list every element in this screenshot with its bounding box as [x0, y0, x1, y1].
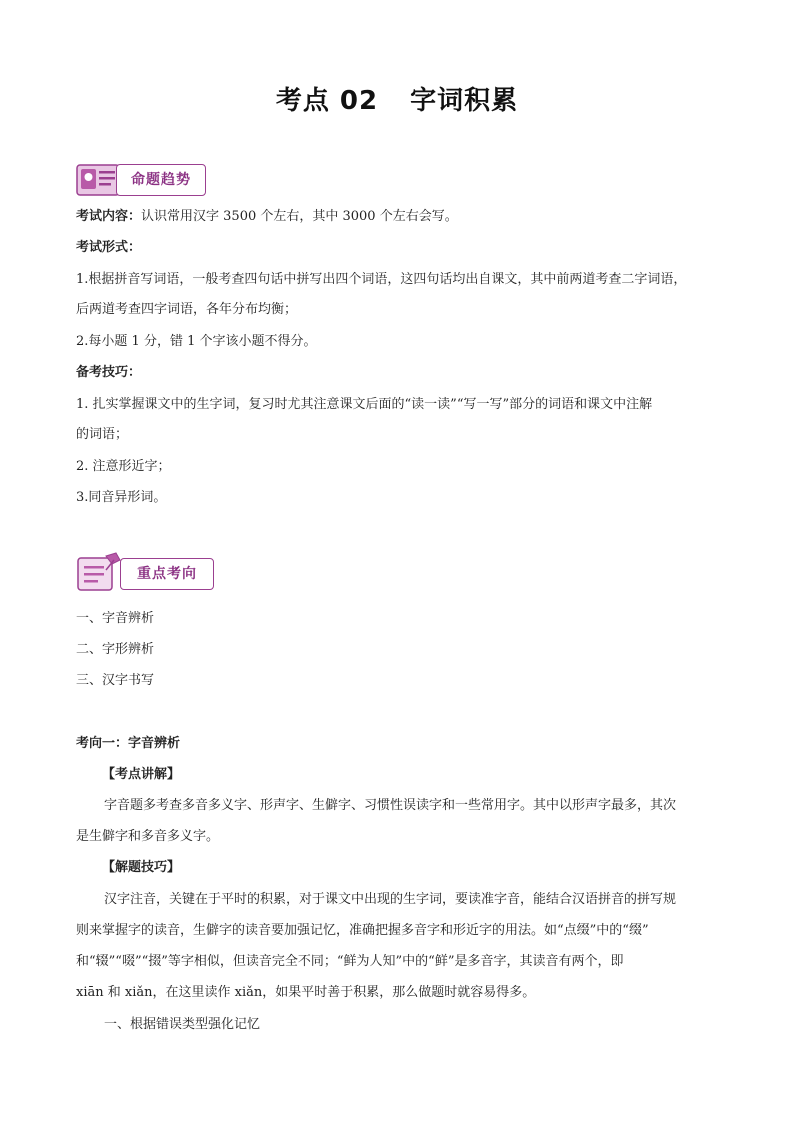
focus-item-1: 一、字音辨析 [76, 611, 155, 626]
section-badge-label: 重点考向 [120, 558, 214, 590]
skill-text-b: 则来掌握字的读音，生僻字的读音要加强记忆，准确把握多音字和形近字的用法。如“点缀”中的“缀” [76, 923, 649, 938]
title-topic: 字词积累 [410, 86, 519, 116]
exam-form-item-1b: 后两道考查四字词语，各年分布均衡； [76, 302, 298, 317]
tip-item-1b: 的词语； [76, 427, 129, 442]
skill-text-c: 和“辍”“啜”“掇”等字相似，但读音完全不同；“鲜为人知”中的“鲜”是多音字，其读音有两个，即 [76, 954, 624, 969]
tip-item-1a: 1. 扎实掌握课文中的生字词，复习时尤其注意课文后面的“读一读”“写一写”部分的词语和课文中注解 [76, 397, 653, 412]
exam-form-item-1a: 1.根据拼音写词语，一般考查四句话中拼写出四个词语，这四句话均出自课文，其中前两道考查二字词语， [76, 272, 687, 287]
exam-form-item-2: 2.每小题 1 分，错 1 个字该小题不得分。 [76, 334, 317, 349]
section-badge-trend [76, 162, 206, 198]
presentation-board-icon [76, 162, 120, 198]
direction-heading: 考向一：字音辨析 [76, 736, 181, 751]
page-title [0, 80, 794, 117]
skill-text-a: 汉字注音，关键在于平时的积累，对于课文中出现的生字词，要读准字音，能结合汉语拼音的拼写规 [104, 892, 677, 907]
tip-item-2: 2. 注意形近字； [76, 459, 171, 474]
skill-label: 【解题技巧】 [102, 860, 181, 875]
title-code: 考点 02 [275, 86, 379, 116]
section-badge-focus [76, 552, 216, 594]
focus-item-3: 三、汉字书写 [76, 673, 155, 688]
subsection-1: 一、根据错误类型强化记忆 [104, 1017, 261, 1032]
notepad-pin-icon [76, 552, 124, 594]
tips-label: 备考技巧： [76, 365, 142, 380]
explain-label: 【考点讲解】 [102, 767, 181, 782]
exam-content: 考试内容：认识常用汉字 3500 个左右，其中 3000 个左右会写。 [76, 209, 458, 224]
tip-item-3: 3.同音异形词。 [76, 490, 167, 505]
section-badge-label: 命题趋势 [116, 164, 206, 196]
explain-text-b: 是生僻字和多音多义字。 [76, 829, 220, 844]
focus-item-2: 二、字形辨析 [76, 642, 155, 657]
skill-text-d: xiān 和 xiǎn，在这里读作 xiǎn，如果平时善于积累，那么做题时就容易得多。 [76, 985, 536, 1000]
exam-form-label: 考试形式： [76, 240, 142, 255]
explain-text-a: 字音题多考查多音多义字、形声字、生僻字、习惯性误读字和一些常用字。其中以形声字最多，其次 [104, 798, 677, 813]
